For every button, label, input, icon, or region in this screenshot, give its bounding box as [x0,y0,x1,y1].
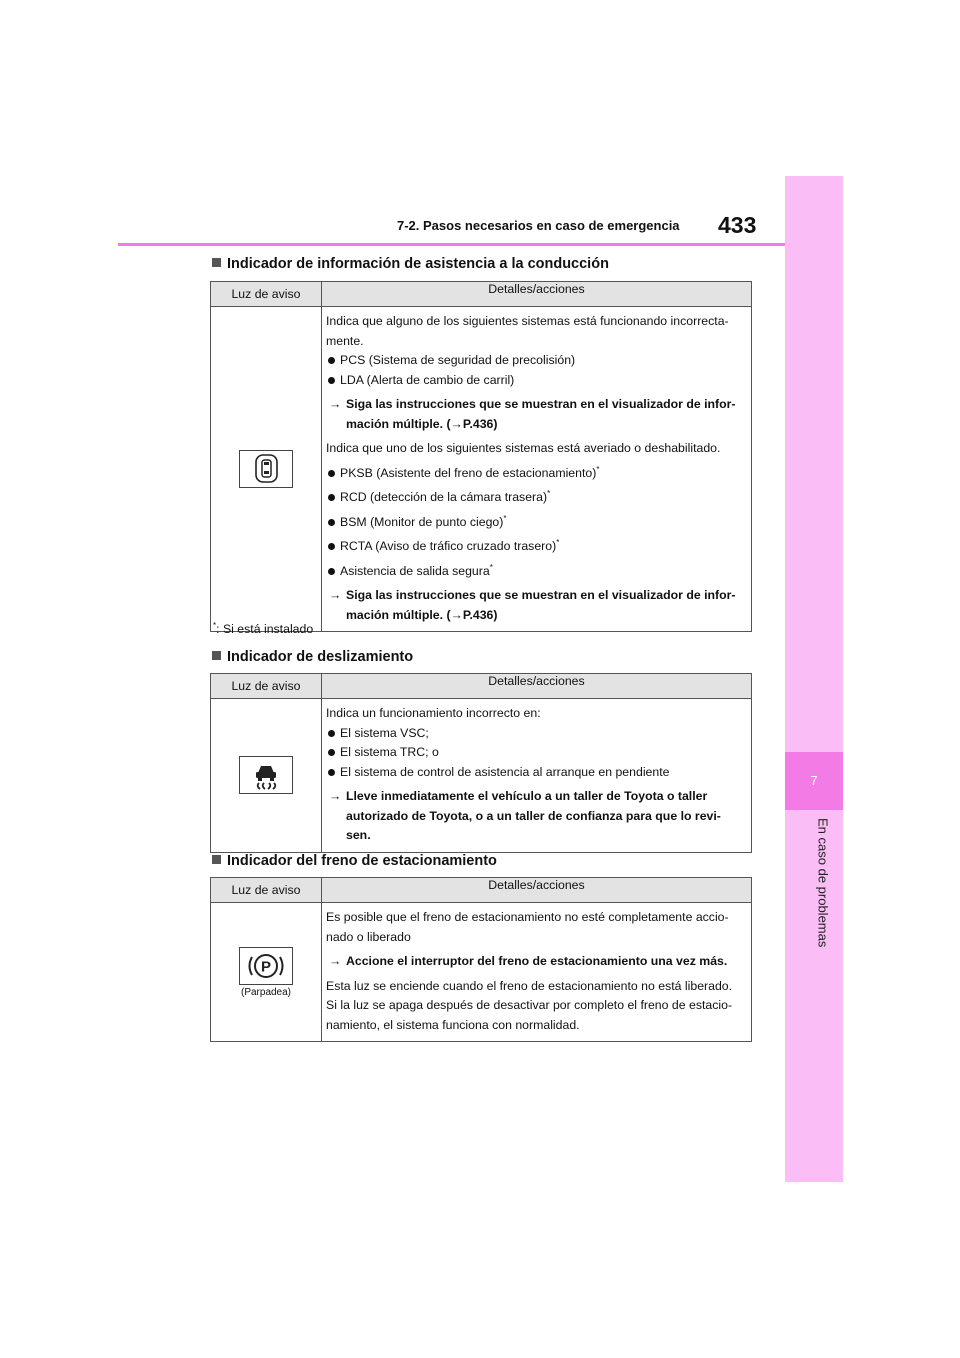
header-details: Detalles/acciones [322,878,752,903]
header-details: Detalles/acciones [322,674,752,699]
icon-caption: (Parpadea) [240,986,292,998]
list-item: El sistema de control de asistencia al arranque en pendiente [326,763,747,783]
action-instruction: → Lleve inmediatamente el vehículo a un taller de Toyota o taller autorizado de Toyota, o a un taller de confianza para que lo revi- sen. [329,789,721,842]
parking-brake-icon [239,947,293,985]
list-item: El sistema TRC; o [326,743,747,763]
text-line: Esta luz se enciende cuando el freno de estacionamiento no está liberado. [326,978,733,993]
parking-brake-table [210,877,752,1042]
warning-light-cell [211,307,322,632]
list-item: RCTA (Aviso de tráfico cruzado trasero)* [326,537,747,557]
header-warning-light: Luz de aviso [211,878,322,903]
arrow-icon: → [329,588,342,602]
square-bullet-icon [212,258,221,267]
text-line: Indica que alguno de los siguientes sistemas está funcionando incorrecta- [326,314,729,328]
arrow-icon: → [329,397,342,411]
list-item: Asistencia de salida segura* [326,562,747,582]
details-cell [322,699,752,853]
list-item: El sistema VSC; [326,724,747,744]
header-warning-light: Luz de aviso [211,674,322,699]
list-item: BSM (Monitor de punto ciego)* [326,513,747,533]
header-warning-light: Luz de aviso [211,282,322,307]
section-title-parking-brake: Indicador del freno de estacionamiento [212,853,497,869]
square-bullet-icon [212,651,221,660]
section-title-slip: Indicador de deslizamiento [212,649,413,665]
page-reference-link[interactable]: P.436) [462,607,498,622]
chapter-label: En caso de problemas [815,818,831,948]
details-cell [322,903,752,1042]
warning-light-cell [211,903,322,1042]
list-item: RCD (detección de la cámara trasera)* [326,488,747,508]
header-rule [118,243,785,246]
action-instruction: → Accione el interruptor del freno de estacionamiento una vez más. [326,952,747,972]
arrow-icon: → [329,954,342,968]
slip-indicator-icon [239,756,293,794]
square-bullet-icon [212,855,221,864]
chapter-number: 7 [785,752,843,810]
text-line: Es posible que el freno de estacionamiento no esté completamente accio- [326,910,729,924]
section-header-title: 7-2. Pasos necesarios en caso de emergencia [397,218,680,233]
text-line: nado o liberado [326,929,411,944]
text-line: Indica un funcionamiento incorrecto en: [326,706,541,720]
driving-assist-table [210,281,752,632]
arrow-icon: → [329,789,342,803]
action-instruction: → Siga las instrucciones que se muestran en el visualizador de infor- mación múltiple. (→P.436) [329,397,736,431]
list-item: LDA (Alerta de cambio de carril) [326,371,747,391]
text-line: Indica que uno de los siguientes sistemas está averiado o deshabilitado. [326,441,721,455]
list-item: PKSB (Asistente del freno de estacionamiento)* [326,464,747,484]
page-number: 433 [718,212,757,238]
driving-assist-info-icon [239,450,293,488]
header-details: Detalles/acciones [322,282,752,307]
details-cell [322,307,752,632]
page-reference-link[interactable]: P.436) [462,416,498,431]
section-title-driving-assist: Indicador de información de asistencia a la conducción [212,256,609,272]
warning-light-cell [211,699,322,853]
svg-text:P: P [260,958,272,975]
text-line: Si la luz se apaga después de desactivar por completo el freno de estacio- [326,998,733,1012]
text-line: mente. [326,333,364,348]
text-line: namiento, el sistema funciona con normalidad. [326,1017,580,1032]
action-instruction: → Siga las instrucciones que se muestran en el visualizador de infor- mación múltiple. (→P.436) [329,588,736,622]
footnote: *: Si está instalado [213,620,314,636]
list-item: PCS (Sistema de seguridad de precolisión) [326,351,747,371]
slip-indicator-table [210,673,752,853]
